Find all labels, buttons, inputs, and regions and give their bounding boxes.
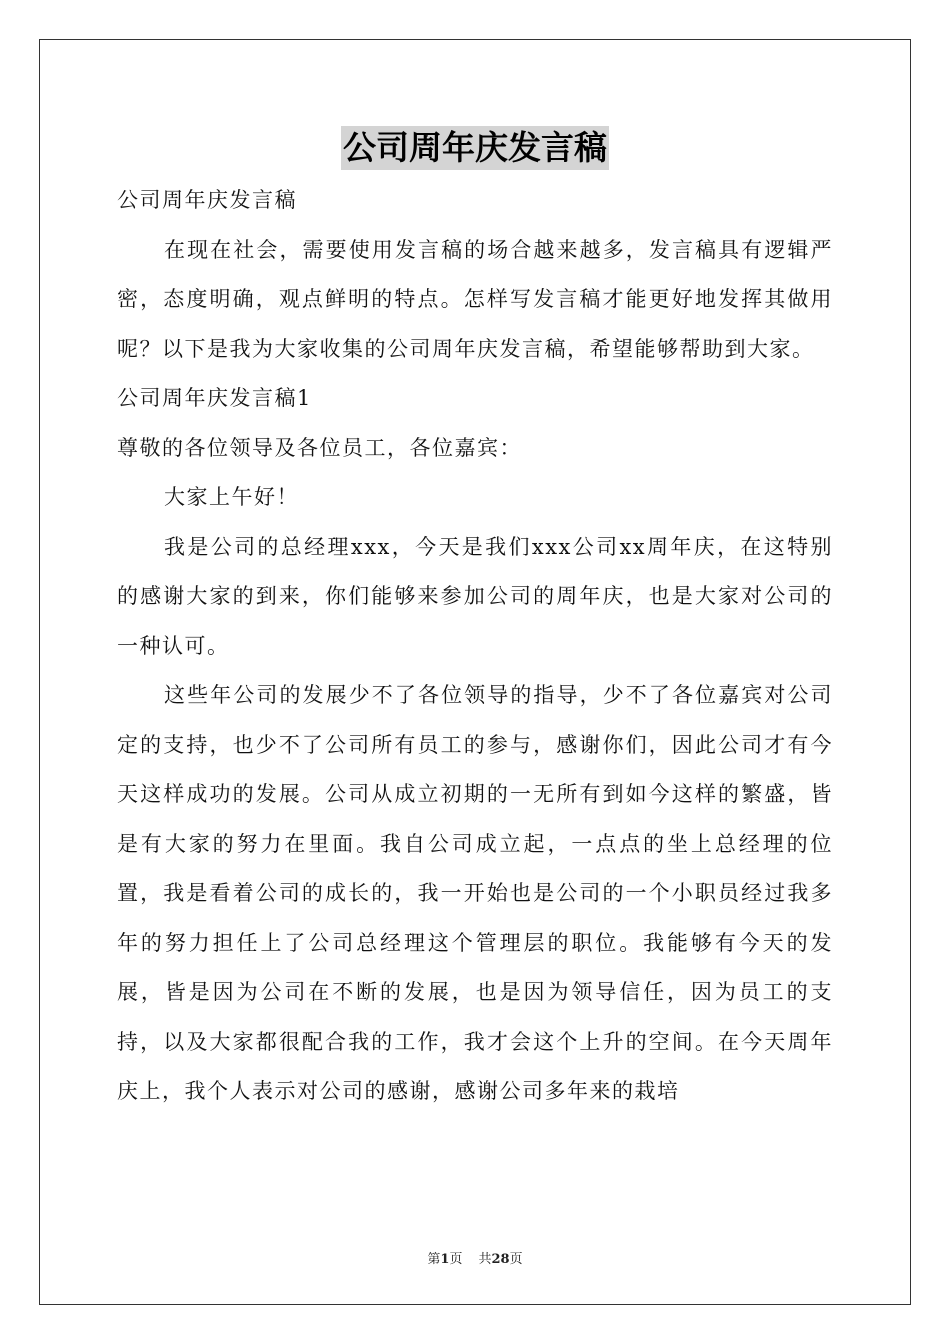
total-suffix: 页 bbox=[509, 1252, 523, 1267]
document-body bbox=[117, 176, 833, 1117]
paragraph: 我是公司的总经理xxx，今天是我们xxx公司xx周年庆，在这特别的感谢大家的到来，你们能够来参加公司的周年庆，也是大家对公司的一种认可。 bbox=[117, 534, 833, 658]
page-number: 1 bbox=[440, 1252, 450, 1267]
paragraph: 尊敬的各位领导及各位员工，各位嘉宾： bbox=[117, 435, 522, 460]
paragraph: 公司周年庆发言稿1 bbox=[117, 386, 312, 410]
title-container bbox=[0, 126, 950, 170]
total-prefix: 共 bbox=[478, 1252, 492, 1267]
page-suffix: 页 bbox=[449, 1252, 463, 1267]
paragraph: 大家上午好！ bbox=[164, 485, 299, 509]
paragraph: 在现在社会，需要使用发言稿的场合越来越多，发言稿具有逻辑严密，态度明确，观点鲜明的特点。怎样写发言稿才能更好地发挥其做用呢？以下是我为大家收集的公司周年庆发言稿，希望能够帮助到大家。 bbox=[117, 237, 833, 361]
total-pages: 28 bbox=[491, 1252, 510, 1267]
paragraph: 公司周年庆发言稿 bbox=[117, 188, 297, 212]
document-title: 公司周年庆发言稿 bbox=[341, 126, 609, 170]
page-footer bbox=[0, 1248, 950, 1267]
paragraph: 这些年公司的发展少不了各位领导的指导，少不了各位嘉宾对公司定的支持，也少不了公司所有员工的参与，感谢你们，因此公司才有今天这样成功的发展。公司从成立初期的一无所有到如今这样的繁盛，皆是有大家的努力在里面。我自公司成立起，一点点的坐上总经理的位置，我是看着公司的成长的，我一开始也是公司的一个小职员经过我多年的努力担任上了公司总经理这个管理层的职位。我能够有今天的发展，皆是因为公司在不断的发展，也是因为领导信任，因为员工的支持，以及大家都很配合我的工作，我才会这个上升的空间。在今天周年庆上，我个人表示对公司的感谢，感谢公司多年来的栽培 bbox=[117, 683, 833, 1103]
page-prefix: 第 bbox=[427, 1252, 441, 1267]
